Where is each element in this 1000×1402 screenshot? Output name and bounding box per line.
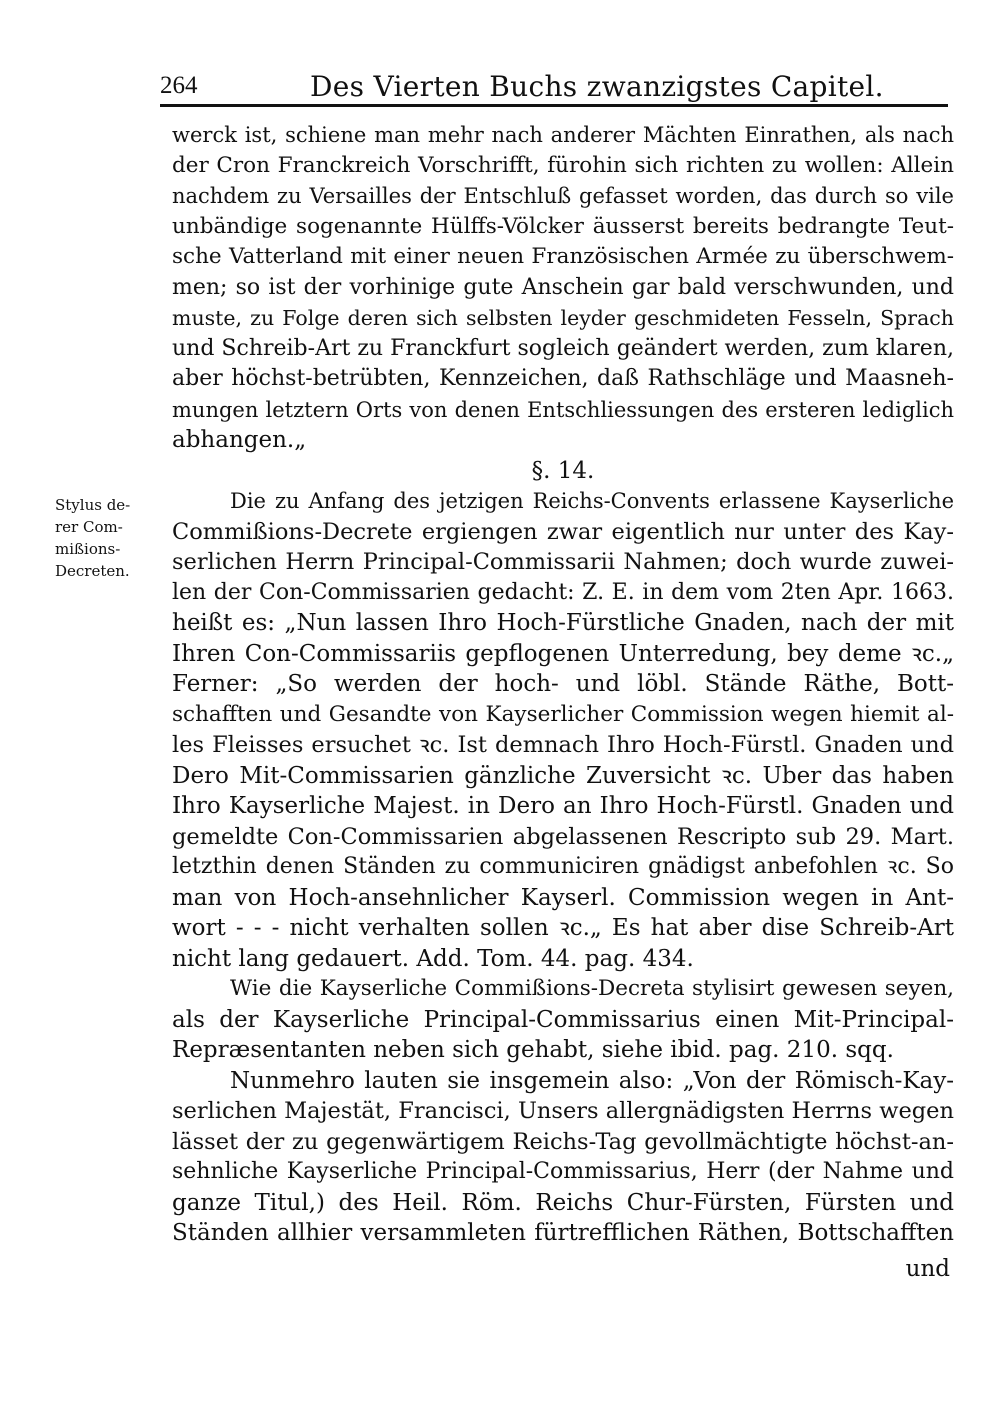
page-number: 264 (160, 72, 198, 99)
text-line: men; so ist der vorhinige gute Anschein gar bald verschwunden, und (172, 274, 954, 300)
text-line: schafften und Gesandte von Kayserlicher Commission wegen hiemit al- (172, 701, 954, 727)
margin-note-line: mißions- (55, 540, 121, 558)
text-line: man von Hoch-ansehnlicher Kayserl. Commission wegen in Ant- (172, 884, 954, 911)
page-header (150, 66, 950, 106)
section-heading: §. 14. (531, 457, 595, 484)
text-line: len der Con-Commissarien gedacht: Z. E. in dem vom 2ten Apr. 1663. (172, 579, 954, 605)
margin-note-line: rer Com- (55, 518, 123, 536)
text-line: Dero Mit-Commissarien gänzliche Zuversicht ꝛc. Uber das haben (172, 762, 954, 789)
text-line: werck ist, schiene man mehr nach anderer Mächten Einrathen, als nach (172, 123, 954, 147)
text-line: heißt es: „Nun lassen Ihro Hoch-Fürstliche Gnaden, nach der mit (172, 610, 954, 636)
text-line: und Schreib-Art zu Franckfurt sogleich geändert werden, zum klaren, (172, 335, 954, 361)
margin-note (55, 494, 167, 582)
text-line: sche Vatterland mit einer neuen Französischen Armée zu überschwem- (172, 244, 954, 269)
margin-note-line: Stylus de- (55, 496, 131, 514)
text-line: serlichen Majestät, Francisci, Unsers allergnädigsten Herrns wegen (172, 1098, 954, 1124)
text-line: Ferner: „So werden der hoch- und löbl. Stände Räthe, Bott- (172, 671, 954, 697)
text-line: serlichen Herrn Principal-Commissarii Nahmen; doch wurde zuwei- (172, 549, 954, 575)
text-line: Commißions-Decrete ergiengen zwar eigentlich nur unter des Kay- (172, 518, 954, 545)
text-line: Nunmehro lauten sie insgemein also: „Von der Römisch-Kay- (230, 1067, 954, 1094)
text-line: les Fleisses ersuchet ꝛc. Ist demnach Ihro Hoch-Fürstl. Gnaden und (172, 732, 954, 758)
text-line: der Cron Franckreich Vorschrifft, fürohin sich richten zu wollen: Allein (172, 152, 954, 178)
text-line: unbändige sogenannte Hülffs-Völcker äusserst bereits bedrangte Teut- (172, 213, 954, 239)
catchword: und (905, 1256, 950, 1282)
header-rule (160, 104, 948, 107)
text-line: Ständen allhier versammleten fürtrefflichen Räthen, Bottschafften (172, 1220, 954, 1246)
text-line: letzthin denen Ständen zu communiciren gnädigst anbefohlen ꝛc. So (172, 854, 954, 879)
text-line: Die zu Anfang des jetzigen Reichs-Convents erlassene Kayserliche (230, 489, 954, 513)
text-line: nicht lang gedauert. Add. Tom. 44. pag. 434. (172, 945, 694, 972)
body-text (172, 120, 954, 1249)
text-line: wort - - - nicht verhalten sollen ꝛc.„ Es hat aber dise Schreib-Art (172, 915, 954, 941)
text-line: muste, zu Folge deren sich selbsten leyder geschmideten Fesseln, Sprach (172, 306, 954, 330)
text-line: Ihren Con-Commissariis gepflogenen Unterredung, bey deme ꝛc.„ (172, 640, 954, 667)
text-line: Repræsentanten neben sich gehabt, siehe ibid. pag. 210. sqq. (172, 1037, 894, 1063)
running-head: Des Vierten Buchs zwanzigstes Capitel. (310, 70, 884, 103)
text-line: ganze Titul,) des Heil. Röm. Reichs Chur-Fürsten, Fürsten und (172, 1189, 954, 1216)
text-line: mungen letztern Orts von denen Entschliessungen des ersteren lediglich (172, 397, 954, 422)
text-line: abhangen.„ (172, 427, 307, 453)
text-line: Ihro Kayserliche Majest. in Dero an Ihro Hoch-Fürstl. Gnaden und (172, 793, 954, 819)
text-line: Wie die Kayserliche Commißions-Decreta stylisirt gewesen seyen, (230, 976, 954, 1001)
margin-note-line: Decreten. (55, 562, 130, 580)
text-line: gemeldte Con-Commissarien abgelassenen Rescripto sub 29. Mart. (172, 823, 954, 850)
text-line: als der Kayserliche Principal-Commissarius einen Mit-Principal- (172, 1006, 954, 1033)
text-line: sehnliche Kayserliche Principal-Commissarius, Herr (der Nahme und (172, 1159, 954, 1184)
text-line: aber höchst-betrübten, Kennzeichen, daß Rathschläge und Maasneh- (172, 366, 954, 391)
text-line: lässet der zu gegenwärtigem Reichs-Tag gevollmächtigte höchst-an- (172, 1128, 954, 1155)
text-line: nachdem zu Versailles der Entschluß gefasset worden, das durch so vile (172, 184, 954, 208)
